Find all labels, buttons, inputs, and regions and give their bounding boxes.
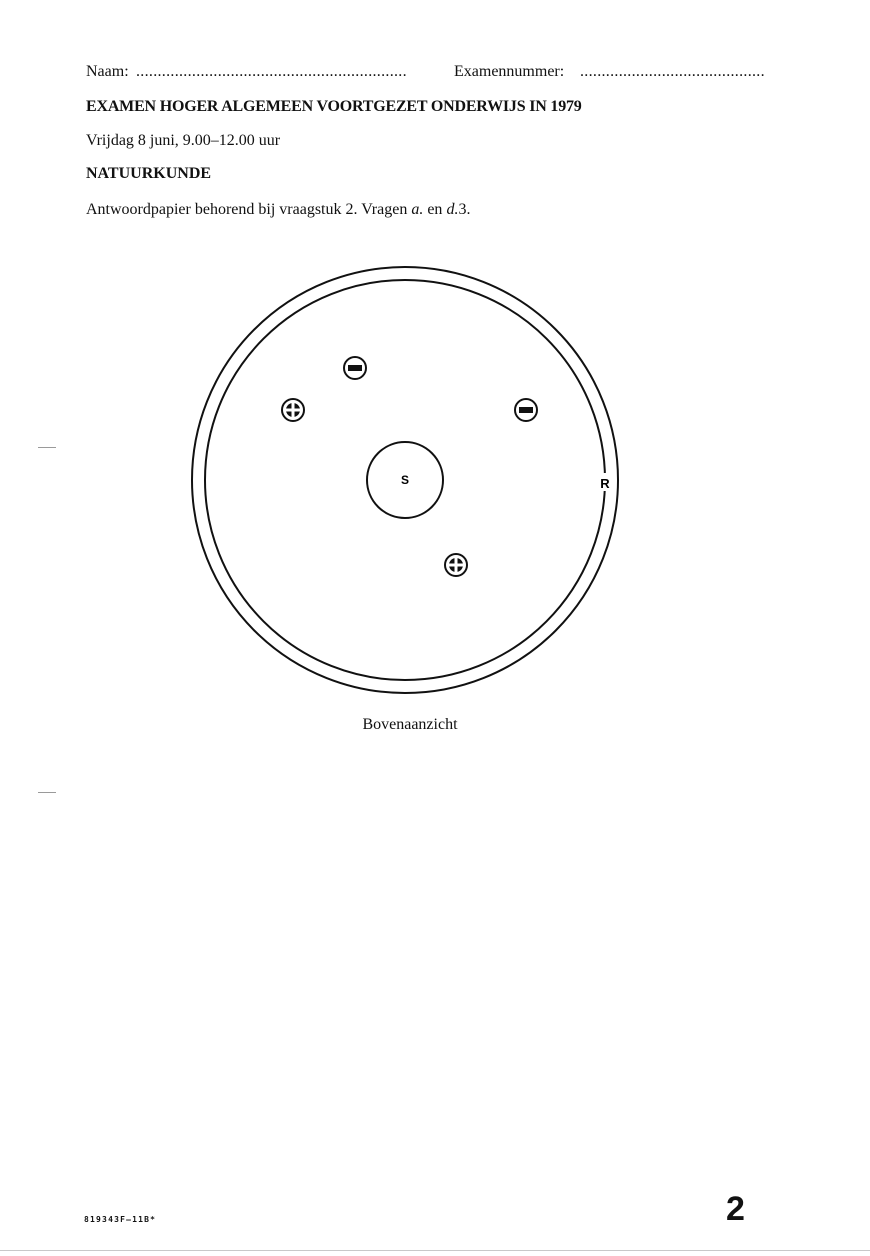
ring-label-r: R [600, 476, 610, 491]
charge-negative-top [344, 357, 366, 379]
subject-heading: NATUURKUNDE [86, 165, 212, 182]
exam-title: EXAMEN HOGER ALGEMEEN VOORTGEZET ONDERWIJS IN 1979 [86, 98, 582, 115]
instruction-text: Antwoordpapier behorend bij vraagstuk 2. Vragen a. en d.3. [86, 201, 471, 218]
charge-positive-left [282, 399, 304, 421]
exam-datetime: Vrijdag 8 juni, 9.00–12.00 uur [86, 132, 281, 149]
center-label-s: S [400, 473, 410, 487]
name-field[interactable]: ............................................................... [136, 63, 407, 80]
figure-caption: Bovenaanzicht [362, 716, 458, 733]
punch-mark-top [38, 447, 56, 448]
name-label: Naam: [86, 63, 129, 80]
punch-mark-bottom [38, 792, 56, 793]
document-code: 819343F‒11B* [84, 1215, 157, 1224]
exam-number-label: Examennummer: [454, 63, 565, 80]
exam-number-field[interactable]: ........................................... [580, 63, 765, 80]
charge-positive-bottom [445, 554, 467, 576]
page-number: 2 [726, 1190, 745, 1228]
top-view-diagram [180, 260, 630, 700]
bottom-edge-line [0, 1250, 870, 1251]
charge-negative-right [515, 399, 537, 421]
